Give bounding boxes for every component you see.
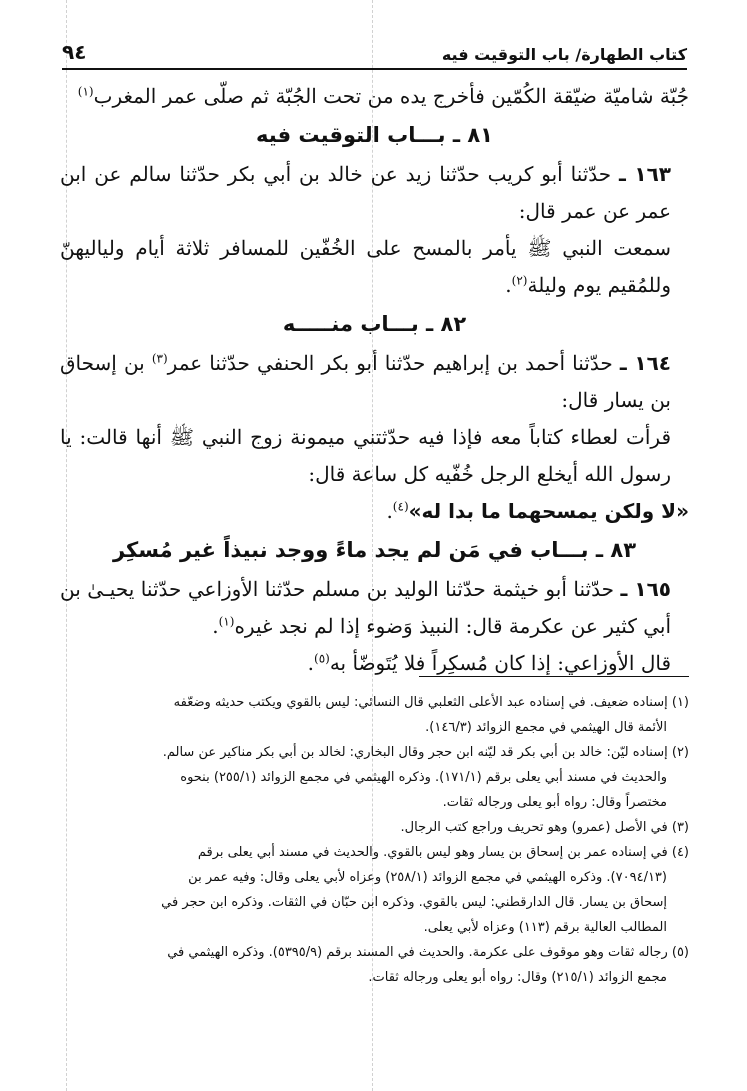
footnote-line: (٧٠٩٤/١٣). وذكره الهيثمي في مجمع الزوائد (٢٥٨/١) وعزاه لأبي يعلى وقال: وفيه عمر بن: [188, 870, 667, 885]
hadith-163-isnad: [60, 156, 689, 230]
hadith-163-text: حدّثنا أبو كريب حدّثنا زيد عن خالد بن أبي بكر حدّثنا سالم عن ابن عمر عن عمر قال:: [60, 162, 671, 223]
hadith-number: ١٦٣ ـ: [619, 162, 671, 186]
chapter-81-title: ٨١ ـ بـــاب التوقيت فيه: [256, 123, 493, 147]
hadith-165-text: حدّثنا أبو خيثمة حدّثنا الوليد بن مسلم حدّثنا الأوزاعي حدّثنا يحيـىٰ بن أبي كثير عن عكرمة قال: النبيذ وَضوء إذا لم نجد غيره: [60, 577, 671, 638]
footnote-1: [58, 690, 689, 740]
hadith-163-end: .: [505, 273, 512, 297]
footnote-ref: (١): [77, 84, 94, 99]
footnote-line: مجمع الزوائد (٢١٥/١) وقال: رواه أبو يعلى ورجاله ثقات.: [368, 970, 667, 985]
hadith-164-text-a: حدّثنا أحمد بن إبراهيم حدّثنا أبو بكر الحنفي حدّثنا عمر: [167, 351, 613, 375]
running-title: كتاب الطهارة/ باب التوقيت فيه: [441, 45, 687, 64]
footnote-ref: (٣): [151, 351, 168, 366]
hadith-164-matn-text: قرأت لعطاء كتاباً معه فإذا فيه حدّثتني ميمونة زوج النبي ﷺ أنها قالت: يا رسول الله أيخلع الرجل خُفّيه كل ساعة قال:: [60, 425, 671, 486]
running-header: [62, 28, 687, 70]
hadith-164-matn: [60, 419, 689, 493]
footnote-line: مختصراً وقال: رواه أبو يعلى ورجاله ثقات.: [442, 795, 667, 810]
footnote-3: [58, 815, 689, 840]
footnote-line: (٤) في إسناده عمر بن إسحاق بن يسار وهو ليس بالقوي. والحديث في مسند أبي يعلى برقم: [197, 845, 689, 860]
footnote-4: [58, 840, 689, 940]
footnote-line: (٢) إسناده ليّن: خالد بن أبي بكر قد ليّنه ابن حجر وقال البخاري: لخالد بن أبي بكر مناكير عن سالم.: [162, 745, 689, 760]
hadith-164-text-b: بن إسحاق بن يسار قال:: [60, 351, 671, 412]
footnote-5: [58, 940, 689, 990]
footnote-divider: [419, 676, 689, 677]
hadith-number: ١٦٥ ـ: [620, 577, 671, 601]
footnote-2: [58, 740, 689, 815]
hadith-164-quote-line: [60, 493, 689, 530]
footnote-line: (٣) في الأصل (عمرو) وهو تحريف وراجع كتب الرجال.: [400, 820, 689, 835]
hadith-165-isnad: [60, 571, 689, 645]
hadith-164-quote: «لا ولكن يمسحهما ما بدا له»: [408, 499, 689, 523]
hadith-163-matn: [60, 230, 689, 304]
footnote-ref: (٢): [511, 273, 528, 288]
footnote-ref: (١): [218, 614, 235, 629]
page-number: ٩٤: [62, 40, 87, 64]
chapter-83-title: ٨٣ ـ بـــاب في مَن لم يجد ماءً ووجد نبيذاً غير مُسكِر: [112, 538, 637, 562]
footnote-line: الأئمة قال الهيثمي في مجمع الزوائد (١٤٦/٣).: [425, 720, 667, 735]
intro-paragraph: [60, 78, 689, 115]
footnote-line: إسحاق بن يسار. قال الدارقطني: ليس بالقوي. وذكره ابن حبّان في الثقات. وذكره ابن حجر في: [161, 895, 667, 910]
footnote-line: المطالب العالية برقم (١١٣) وعزاه لأبي يعلى.: [423, 920, 667, 935]
hadith-165-end2: .: [307, 651, 314, 675]
hadith-164-isnad: [60, 345, 689, 419]
hadith-163-matn-text: سمعت النبي ﷺ يأمر بالمسح على الخُفّين للمسافر ثلاثة أيام ولياليهنّ وللمُقيم يوم وليلة: [60, 236, 671, 297]
footnote-line: والحديث في مسند أبي يعلى برقم (١٧١/١). وذكره الهيثمي في مجمع الزوائد (٢٥٥/١) بنحوه: [180, 770, 667, 785]
footnote-ref: (٥): [314, 651, 330, 666]
chapter-82-title: ٨٢ ـ بـــاب منـــــه: [282, 312, 467, 336]
footnote-ref: (٤): [392, 499, 409, 514]
hadith-number: ١٦٤ ـ: [619, 351, 671, 375]
intro-line: جُبّة شاميّة ضيّقة الكُمّين فأخرج يده من تحت الجُبّة ثم صلّى عمر المغرب: [93, 84, 689, 108]
hadith-165-qual-text: قال الأوزاعي: إذا كان مُسكِراً فلا يُتَوضّأ به: [329, 651, 671, 675]
footnote-line: (١) إسناده ضعيف. في إسناده عبد الأعلى الثعلبي قال النسائي: ليس بالقوي ويكتب حديثه وضعّفه: [173, 695, 689, 710]
hadith-164-end: .: [386, 499, 393, 523]
footnote-line: (٥) رجاله ثقات وهو موقوف على عكرمة. والحديث في المسند برقم (٥٣٩٥/٩). وذكره الهيثمي في: [167, 945, 689, 960]
hadith-165-end1: .: [212, 614, 219, 638]
main-text: [60, 78, 689, 682]
footnotes: [58, 690, 689, 990]
